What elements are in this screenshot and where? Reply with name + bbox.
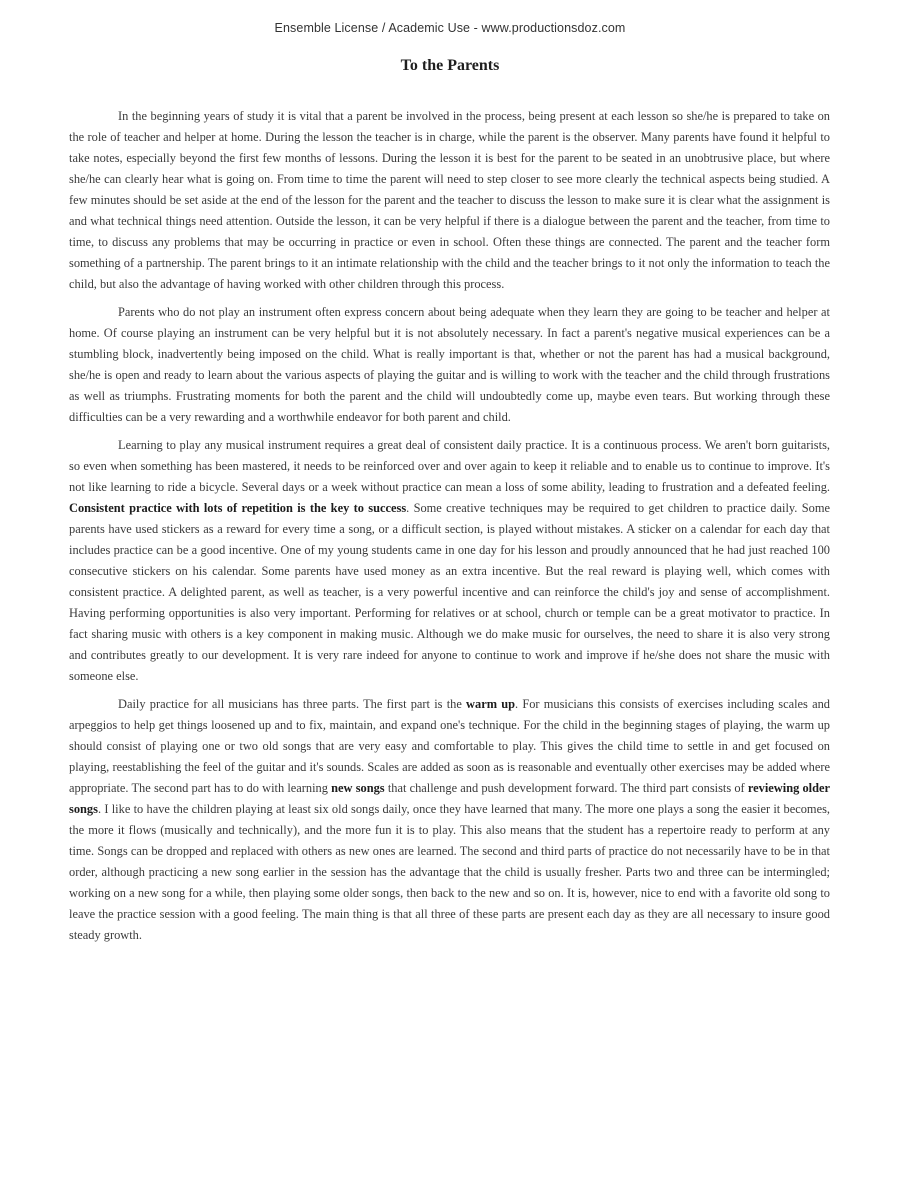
paragraph-text: . For musicians this consists of exercises including scales and arpeggios to help get things loosened up and to fix, maintain, and expand one's technique. For the child in the beginning stages of playing, the warm up should consist of playing one or two old songs that are very easy and comfortable to play. This gives the child time to settle in and get focused on playing, reestablishing the feel of the guitar and it's sounds. Scales are added as soon as is reasonable and eventually other exercises may be added where appropriate. The second part has to do with learning [69,697,830,795]
page-title: To the Parents [400,57,500,74]
paragraph-text: that challenge and push development forward. The third part consists of [384,781,748,795]
body-text [69,106,830,953]
emphasis-new-songs: new songs [331,781,385,795]
emphasis-reviewing-older-songs: reviewing older songs [69,781,831,816]
emphasis-key-to-success: Consistent practice with lots of repetition is the key to success [69,501,407,515]
license-header: Ensemble License / Academic Use - www.productionsdoz.com [274,21,626,35]
paragraph-three-parts [69,694,830,946]
paragraph-parent-involvement: In the beginning years of study it is vital that a parent be involved in the process, being present at each lesson so she/he is prepared to take on the role of teacher and helper at home. During the lesson the teacher is in charge, while the parent is the observer. Many parents have found it helpful to take notes, especially beyond the first few months of lessons. During the lesson it is best for the parent to be seated in an unobtrusive place, but where she/he can clearly hear what is going on. From time to time the parent will need to step closer to see more clearly the technical aspects being studied. A few minutes should be set aside at the end of the lesson for the parent and the teacher to discuss the lesson to make sure it is clear what the assignment is and what technical things need attention. Outside the lesson, it can be very helpful if there is a dialogue between the parent and the teacher, from time to time, to discuss any problems that may be occurring in practice or even in school. Often these things are connected. The parent and the teacher form something of a partnership. The parent brings to it an intimate relationship with the child and the teacher brings to it not only the information to teach the child, but also the advantage of having worked with other children through this process. [69,109,830,291]
paragraph-daily-practice [69,435,830,687]
paragraph-non-musician-parents: Parents who do not play an instrument often express concern about being adequate when they learn they are going to be teacher and helper at home. Of course playing an instrument can be very helpful but it is not absolutely necessary. In fact a parent's negative musical experiences can be a stumbling block, inadvertently being imposed on the child. What is really important is that, whether or not the parent has had a musical background, she/he is open and ready to learn about the various aspects of playing the guitar and is willing to work with the teacher and the child through frustrations as well as triumphs. Frustrating moments for both the parent and the child will undoubtedly come up, maybe even tears. But working through these difficulties can be a very rewarding and a worthwhile endeavor for both parent and child. [69,305,830,424]
paragraph-text: . I like to have the children playing at least six old songs daily, once they have learned that many. The more one plays a song the easier it becomes, the more it flows (musically and technically), and the more fun it is to play. This also means that the student has a repertoire ready to perform at any time. Songs can be dropped and replaced with others as new ones are learned. The second and third parts of practice do not necessarily have to be in that order, although practicing a new song earlier in the session has the advantage that the child is usually fresher. Parts two and three can be intermingled; working on a new song for a while, then playing some older songs, then back to the new and so on. It is, however, nice to end with a favorite old song to leave the practice session with a good feeling. The main thing is that all three of these parts are present each day as they are all necessary to insure good steady growth. [69,802,830,942]
paragraph-text: Learning to play any musical instrument requires a great deal of consistent daily practice. It is a continuous process. We aren't born guitarists, so even when something has been mastered, it needs to be reinforced over and over again to keep it reliable and to enable us to continue to improve. It's not like learning to ride a bicycle. Several days or a week without practice can mean a loss of some ability, leading to frustration and a defeated feeling. [69,438,830,494]
emphasis-warm-up: warm up [466,697,516,711]
paragraph-text: . Some creative techniques may be required to get children to practice daily. Some parents have used stickers as a reward for every time a song, or a difficult section, is played without mistakes. A sticker on a calendar for each day that includes practice can be a good incentive. One of my young students came in one day for his lesson and proudly announced that he had just reached 100 consecutive stickers on his calendar. Some parents have used money as an extra incentive. But the real reward is playing well, which comes with consistent practice. A delighted parent, as well as teacher, is a very powerful incentive and can reinforce the child's joy and sense of accomplishment. Having performing opportunities is also very important. Performing for relatives or at school, church or temple can be a great motivator to practice. In fact sharing music with others is a key component in making music. Although we do make music for ourselves, the need to share it is also very strong and contributes greatly to our development. It is very rare indeed for anyone to continue to work and improve if he/she does not share the music with someone else. [69,501,830,683]
paragraph-text: Daily practice for all musicians has three parts. The first part is the [118,697,467,711]
